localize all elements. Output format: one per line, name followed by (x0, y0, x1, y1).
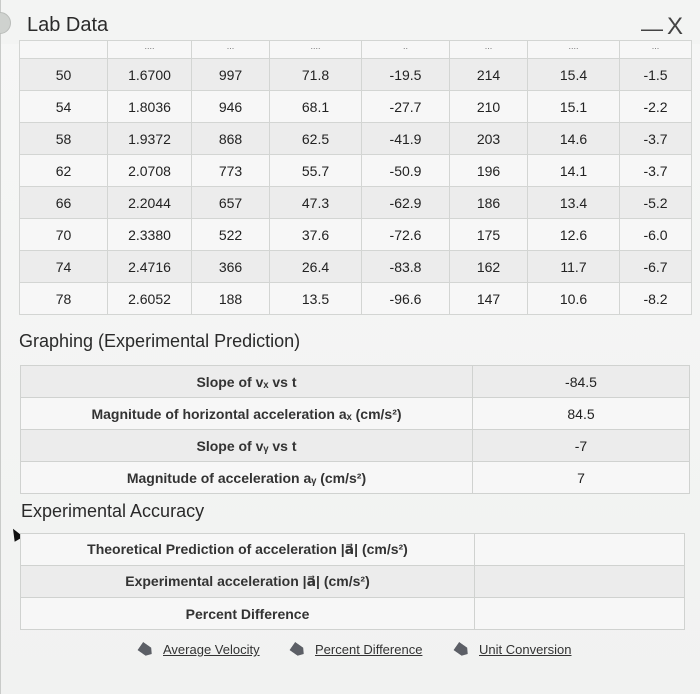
window-title: Lab Data (27, 14, 109, 36)
table-cell: ... (620, 41, 692, 59)
tag-icon (289, 642, 306, 658)
table-row (21, 534, 685, 566)
slope-vy-value[interactable]: -7 (473, 430, 690, 462)
table-cell: -5.2 (620, 187, 692, 219)
accuracy-title: Experimental Accuracy (21, 501, 205, 521)
table-cell: -19.5 (362, 59, 450, 91)
table-cell: 657 (192, 187, 270, 219)
theoretical-acceleration-input[interactable] (475, 535, 684, 565)
table-cell: 70 (20, 219, 108, 251)
table-row (20, 123, 692, 155)
slope-vx-label: Slope of vₓ vs t (21, 366, 473, 398)
table-cell: 14.1 (528, 155, 620, 187)
table-cell: 203 (450, 123, 528, 155)
table-cell: 54 (20, 91, 108, 123)
link-label: Percent Difference (315, 642, 423, 657)
table-cell: 147 (450, 283, 528, 315)
horizontal-acceleration-value[interactable]: 84.5 (473, 398, 690, 430)
table-cell: .... (528, 41, 620, 59)
horizontal-acceleration-label: Magnitude of horizontal acceleration aₓ (cm/s²) (21, 398, 473, 430)
table-cell: 55.7 (270, 155, 362, 187)
table-row (20, 91, 692, 123)
table-cell: .. (362, 41, 450, 59)
table-cell: 196 (450, 155, 528, 187)
table-cell: -27.7 (362, 91, 450, 123)
lab-data-table (19, 40, 692, 315)
table-cell: 1.6700 (108, 59, 192, 91)
slope-vy-label: Slope of vᵧ vs t (21, 430, 473, 462)
table-cell: .... (270, 41, 362, 59)
table-cell: -50.9 (362, 155, 450, 187)
table-row (20, 283, 692, 315)
title-bar (1, 0, 700, 44)
table-cell: 997 (192, 59, 270, 91)
link-label: Unit Conversion (479, 642, 572, 657)
accuracy-table (20, 533, 685, 630)
table-cell: 522 (192, 219, 270, 251)
percent-difference-link[interactable] (291, 642, 422, 657)
vertical-acceleration-label: Magnitude of acceleration aᵧ (cm/s²) (21, 462, 473, 494)
table-cell: -72.6 (362, 219, 450, 251)
table-row (21, 430, 690, 462)
table-cell: 162 (450, 251, 528, 283)
table-cell: 2.0708 (108, 155, 192, 187)
table-cell: 12.6 (528, 219, 620, 251)
table-cell (20, 41, 108, 59)
table-cell: 47.3 (270, 187, 362, 219)
table-cell: -6.0 (620, 219, 692, 251)
table-cell: 214 (450, 59, 528, 91)
average-velocity-link[interactable] (139, 642, 260, 657)
table-cell: -1.5 (620, 59, 692, 91)
table-cell: 15.4 (528, 59, 620, 91)
experimental-acceleration-cell (475, 566, 685, 598)
table-cell: ... (192, 41, 270, 59)
table-cell: 74 (20, 251, 108, 283)
unit-conversion-link[interactable] (455, 642, 572, 657)
table-cell: 946 (192, 91, 270, 123)
table-cell: 366 (192, 251, 270, 283)
table-cell: 14.6 (528, 123, 620, 155)
percent-difference-input[interactable] (475, 599, 684, 629)
percent-difference-cell (475, 598, 685, 630)
table-cell: 62 (20, 155, 108, 187)
slope-vx-value[interactable]: -84.5 (473, 366, 690, 398)
table-cell: 2.2044 (108, 187, 192, 219)
table-cell: -62.9 (362, 187, 450, 219)
table-cell: 2.4716 (108, 251, 192, 283)
close-icon[interactable]: X (667, 13, 684, 40)
table-row (20, 59, 692, 91)
experimental-acceleration-input[interactable] (475, 567, 684, 597)
table-row (21, 598, 685, 630)
table-cell: -3.7 (620, 123, 692, 155)
link-label: Average Velocity (163, 642, 260, 657)
table-cell: -83.8 (362, 251, 450, 283)
table-cell: -3.7 (620, 155, 692, 187)
table-row (20, 41, 692, 59)
graphing-table (20, 365, 690, 494)
table-row (21, 398, 690, 430)
table-cell: 13.4 (528, 187, 620, 219)
experimental-acceleration-label: Experimental acceleration |a⃗| (cm/s²) (21, 566, 475, 598)
table-cell: 1.8036 (108, 91, 192, 123)
table-cell: 37.6 (270, 219, 362, 251)
table-cell: 15.1 (528, 91, 620, 123)
table-cell: 186 (450, 187, 528, 219)
minimize-icon[interactable]: — (641, 16, 663, 41)
table-cell: ... (450, 41, 528, 59)
table-cell: 66 (20, 187, 108, 219)
table-row (21, 566, 685, 598)
table-cell: -2.2 (620, 91, 692, 123)
table-cell: 78 (20, 283, 108, 315)
tag-icon (137, 642, 154, 658)
table-cell: 62.5 (270, 123, 362, 155)
table-cell: 58 (20, 123, 108, 155)
table-cell: .... (108, 41, 192, 59)
table-cell: 13.5 (270, 283, 362, 315)
table-cell: 26.4 (270, 251, 362, 283)
table-cell: 68.1 (270, 91, 362, 123)
tag-icon (453, 642, 470, 658)
theoretical-acceleration-label: Theoretical Prediction of acceleration |a⃗| (cm/s²) (21, 534, 475, 566)
table-cell: 188 (192, 283, 270, 315)
theoretical-acceleration-cell (475, 534, 685, 566)
graphing-title: Graphing (Experimental Prediction) (19, 331, 301, 351)
table-row (20, 251, 692, 283)
table-cell: 1.9372 (108, 123, 192, 155)
table-cell: 2.3380 (108, 219, 192, 251)
table-row (20, 187, 692, 219)
table-row (21, 366, 690, 398)
table-cell: -41.9 (362, 123, 450, 155)
table-cell: 10.6 (528, 283, 620, 315)
window-tab-handle[interactable] (0, 12, 11, 34)
table-cell: 773 (192, 155, 270, 187)
table-row (20, 155, 692, 187)
percent-difference-label: Percent Difference (21, 598, 475, 630)
table-cell: 50 (20, 59, 108, 91)
table-cell: 868 (192, 123, 270, 155)
table-cell: 71.8 (270, 59, 362, 91)
table-cell: -96.6 (362, 283, 450, 315)
vertical-acceleration-value[interactable]: 7 (473, 462, 690, 494)
table-cell: 210 (450, 91, 528, 123)
table-row (21, 462, 690, 494)
table-cell: 11.7 (528, 251, 620, 283)
table-cell: -8.2 (620, 283, 692, 315)
table-cell: 175 (450, 219, 528, 251)
table-cell: 2.6052 (108, 283, 192, 315)
table-cell: -6.7 (620, 251, 692, 283)
table-row (20, 219, 692, 251)
